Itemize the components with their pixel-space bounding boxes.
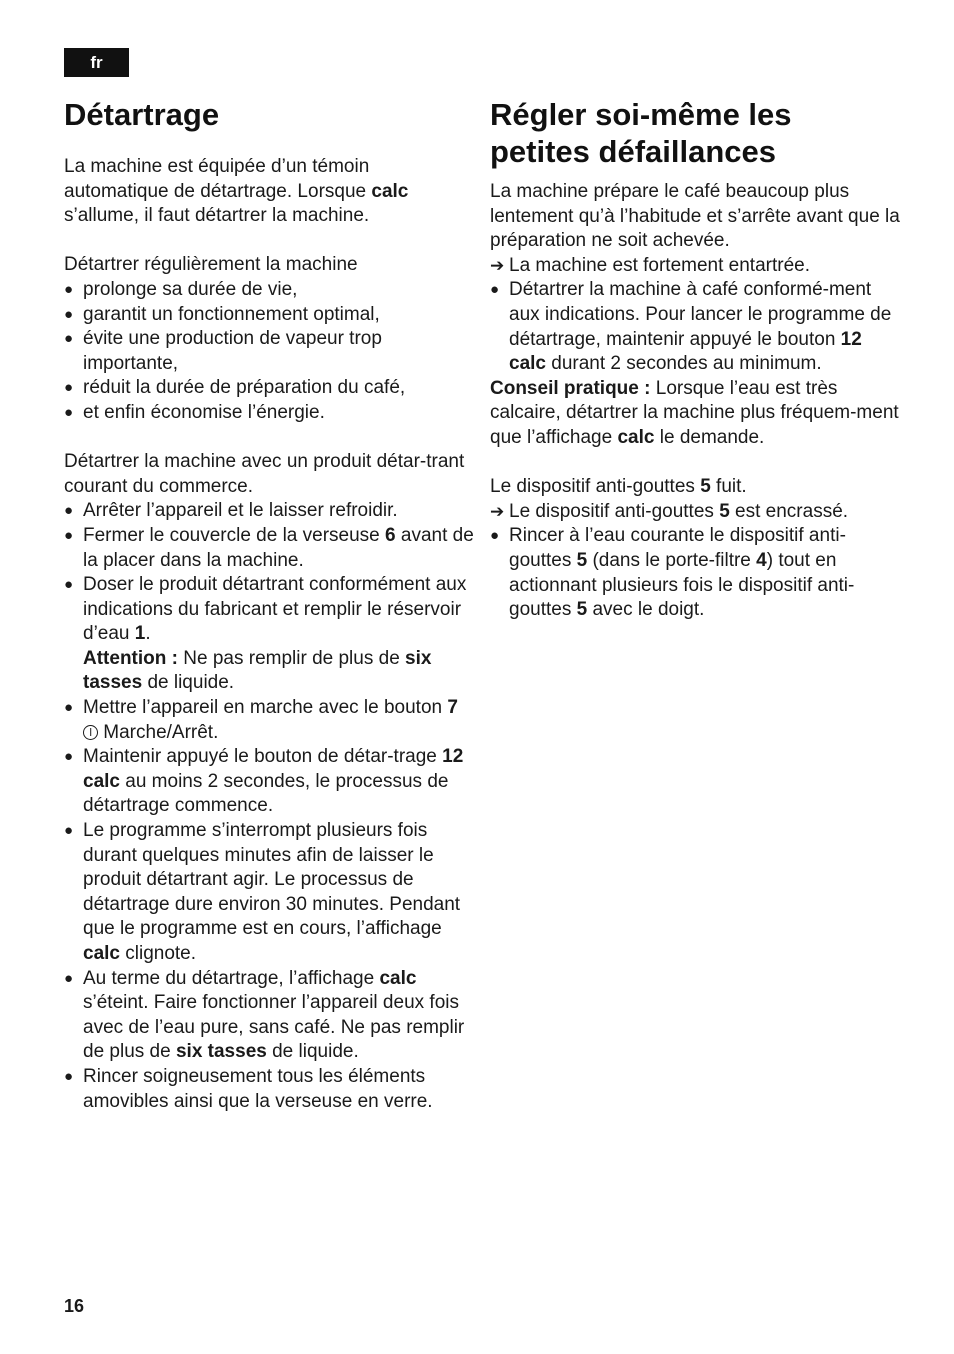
product-intro: Détartrer la machine avec un produit détar-trant courant du commerce. xyxy=(64,451,465,497)
cause-item: ➔ La machine est fortement entartrée. xyxy=(490,254,810,276)
practical-tip: Conseil pratique : Lorsque l’eau est très calcaire, détartrer la machine plus fréquem-ment que l’affichage calc le demande. xyxy=(490,377,899,448)
troubleshooting-title: Régler soi-même les petites défaillances xyxy=(490,97,792,169)
list-item: ● Le programme s’interrompt plusieurs fois durant quelques minutes afin de laisser le produit détartrant agir. Le processus de détartrage dure environ 30 minutes. Pendant que le programme est en cours, l’affichage calc clignote. xyxy=(64,820,461,964)
power-icon xyxy=(83,725,98,740)
list-item: ● Rincer soigneusement tous les éléments amovibles ainsi que la verseuse en verre. xyxy=(64,1065,433,1112)
regular-benefits-list xyxy=(64,278,474,426)
list-item: ● évite une production de vapeur trop importante, xyxy=(64,328,382,374)
remedy-item: ● Rincer à l’eau courante le dispositif anti-gouttes 5 (dans le porte-filtre 4) tout en actionnant plusieurs fois le dispositif anti-gouttes 5 avec le doigt. xyxy=(490,525,855,621)
regular-intro: Détartrer régulièrement la machine xyxy=(64,254,358,276)
descaling-column xyxy=(64,96,474,1114)
list-item: ● garantit un fonctionnement optimal, xyxy=(64,303,380,325)
descaling-steps-list xyxy=(64,499,474,1114)
list-item: ● Arrêter l’appareil et le laisser refroidir. xyxy=(64,500,398,522)
troubleshooting-column xyxy=(490,96,900,623)
slow-brewing-list xyxy=(490,254,900,377)
list-item: ● Maintenir appuyé le bouton de détar-trage 12 calc au moins 2 secondes, le processus de détartrage commence. xyxy=(64,746,464,817)
list-item: ● Doser le produit détartrant conformément aux indications du fabricant et remplir le réservoir d’eau 1. Attention : Ne pas remplir de plus de six tasses de liquide. xyxy=(64,574,467,694)
remedy-item: ● Détartrer la machine à café conformé-ment aux indications. Pour lancer le programme de détartrage, maintenir appuyé le bouton 12 calc durant 2 secondes au minimum. xyxy=(490,279,892,375)
problem-drip-stop: Le dispositif anti-gouttes 5 fuit. xyxy=(490,476,747,498)
list-item: ● Mettre l’appareil en marche avec le bouton 7 Marche/Arrêt. xyxy=(64,697,458,743)
cause-item: ➔ Le dispositif anti-gouttes 5 est encrassé. xyxy=(490,500,849,522)
descaling-title: Détartrage xyxy=(64,97,220,132)
list-item: ● Au terme du détartrage, l’affichage calc s’éteint. Faire fonctionner l’appareil deux fois avec de l’eau pure, sans café. Ne pas remplir de plus de six tasses de liquide. xyxy=(64,967,465,1063)
list-item: ● et enfin économise l’énergie. xyxy=(64,401,325,423)
problem-slow-brewing: La machine prépare le café beaucoup plus lentement qu’à l’habitude et s’arrête avant que la préparation ne soit achevée. xyxy=(490,181,900,252)
descaling-intro: La machine est équipée d’un témoin automatique de détartrage. Lorsque calc s’allume, il faut détartrer la machine. xyxy=(64,156,409,227)
list-item: ● Fermer le couvercle de la verseuse 6 avant de la placer dans la machine. xyxy=(64,524,474,571)
page-number: 16 xyxy=(64,1296,85,1316)
drip-stop-list xyxy=(490,500,900,623)
list-item: ● réduit la durée de préparation du café, xyxy=(64,377,406,399)
language-tab: fr xyxy=(64,48,129,77)
list-item: ● prolonge sa durée de vie, xyxy=(64,278,298,300)
